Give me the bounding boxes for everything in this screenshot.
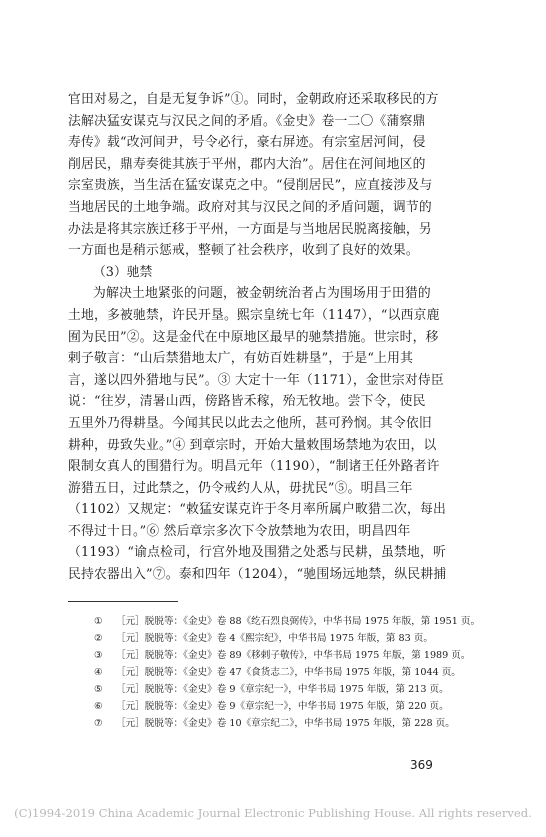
footnote-text: ［元］脱脱等：《金史》卷 10《章宗纪二》，中华书局 1975 年版，第 228 页。 <box>116 718 455 729</box>
footnote <box>94 698 494 715</box>
paragraph-line: 限制女真人的围猎行为。明昌元年（1190），“制诸王任外路者许 <box>68 459 440 475</box>
body-text <box>68 89 480 586</box>
paragraph-line: 民持农器出入”⑦。泰和四年（1204），“驰围场远地禁，纵民耕捕 <box>68 567 447 583</box>
footnote-marker: ⑤ <box>94 684 103 695</box>
footnote-marker: ③ <box>94 650 103 661</box>
paragraph-line: 法解决猛安谋克与汉民之间的矛盾。《金史》卷一二〇《蒲察鼎 <box>68 113 426 129</box>
paragraph-line: 剌子敬言：“山后禁猎地太广，有妨百姓耕垦”，于是“上用其 <box>68 351 414 367</box>
footnote-marker: ② <box>94 633 103 644</box>
paragraph-line: 为解决土地紧张的问题，被金朝统治者占为围场用于田猎的 <box>93 286 431 302</box>
paragraph-line: 游猎五日，过此禁之，仍令戒约人从，毋扰民”⑤。明昌三年 <box>68 480 413 496</box>
footnote <box>94 681 494 698</box>
footnote-text: ［元］脱脱等：《金史》卷 47《食货志二》，中华书局 1975 年版，第 1044 页。 <box>116 667 461 678</box>
page-number: 369 <box>410 758 433 772</box>
footnote <box>94 664 494 681</box>
footnote <box>94 613 494 630</box>
footnote <box>94 715 494 732</box>
footnote-marker: ⑥ <box>94 701 103 712</box>
footnote <box>94 647 494 664</box>
paragraph-line: 土地，多被驰禁，许民开垦。熙宗皇统七年（1147），“以西京鹿 <box>68 307 440 323</box>
paragraph-line: 寿传》载“改河间尹，号令必行，豪右屏迹。有宗室居河间，侵 <box>68 135 426 151</box>
paragraph-line: 囿为民田”②。这是金代在中原地区最早的驰禁措施。世宗时，移 <box>68 329 439 345</box>
footnote-marker: ⑦ <box>94 718 103 729</box>
footnote-text: ［元］脱脱等：《金史》卷 89《移剌子敬传》，中华书局 1975 年版，第 1989 页。 <box>116 650 471 661</box>
paragraph-line: 说：“往岁，清暑山西，傍路皆禾稼，殆无牧地。尝下令，使民 <box>68 394 426 410</box>
paragraph-line: 削居民，鼎寿奏徙其族于平州，郡内大治”。居住在河间地区的 <box>68 156 426 172</box>
section-heading: （3）驰禁 <box>93 264 153 280</box>
paragraph-line: 不得过十日。”⑥ 然后章宗多次下令放禁地为农田，明昌四年 <box>68 523 411 539</box>
paragraph-line: 宗室贵族，当生活在猛安谋克之中。“侵削居民”，应直接涉及与 <box>68 178 433 194</box>
paragraph-line: 办法是将其宗族迁移于平州，一方面是与当地居民脱离接触，另 <box>68 221 432 237</box>
paragraph-line: 当地居民的土地争端。政府对其与汉民之间的矛盾问题，调节的 <box>68 199 432 215</box>
paragraph-line: （1193）“谕点检司，行宫外地及围猎之处悉与民耕，虽禁地，听 <box>68 545 447 561</box>
footnote-text: ［元］脱脱等：《金史》卷 88《纥石烈良弼传》，中华书局 1975 年版，第 1951 页。 <box>116 616 481 627</box>
footnote <box>94 630 494 647</box>
paragraph-line: 一方面也是稍示惩戒，整顿了社会秩序，收到了良好的效果。 <box>68 243 419 259</box>
paragraph-line: 耕种，毋致失业。”④ 到章宗时，开始大量敕围场禁地为农田，以 <box>68 437 437 453</box>
paragraph-line: （1102）又规定：“敕猛安谋克许于冬月率所属户畋猎二次，每出 <box>68 502 447 518</box>
copyright-notice: (C)1994-2019 China Academic Journal Electronic Publishing House. All rights reserved. <box>14 806 532 820</box>
paragraph-line: 五里外乃得耕垦。今闻其民以此去之他所，甚可矜悯。其令依旧 <box>68 415 432 431</box>
footnotes <box>94 613 494 732</box>
paragraph-line: 官田对易之，自是无复争诉”①。同时，金朝政府还采取移民的方 <box>68 92 439 107</box>
footnote-text: ［元］脱脱等：《金史》卷 4《熙宗纪》，中华书局 1975 年版，第 83 页。 <box>116 633 433 644</box>
paragraph-line: 言，遂以四外猎地与民”。③ 大定十一年（1171），金世宗对侍臣 <box>68 372 444 388</box>
footnote-marker: ④ <box>94 667 103 678</box>
footnote-text: ［元］脱脱等：《金史》卷 9《章宗纪一》，中华书局 1975 年版，第 220 页。 <box>116 701 449 712</box>
footnote-marker: ① <box>94 616 103 627</box>
footnote-divider <box>68 601 178 602</box>
footnote-text: ［元］脱脱等：《金史》卷 9《章宗纪一》，中华书局 1975 年版，第 213 页。 <box>116 684 449 695</box>
